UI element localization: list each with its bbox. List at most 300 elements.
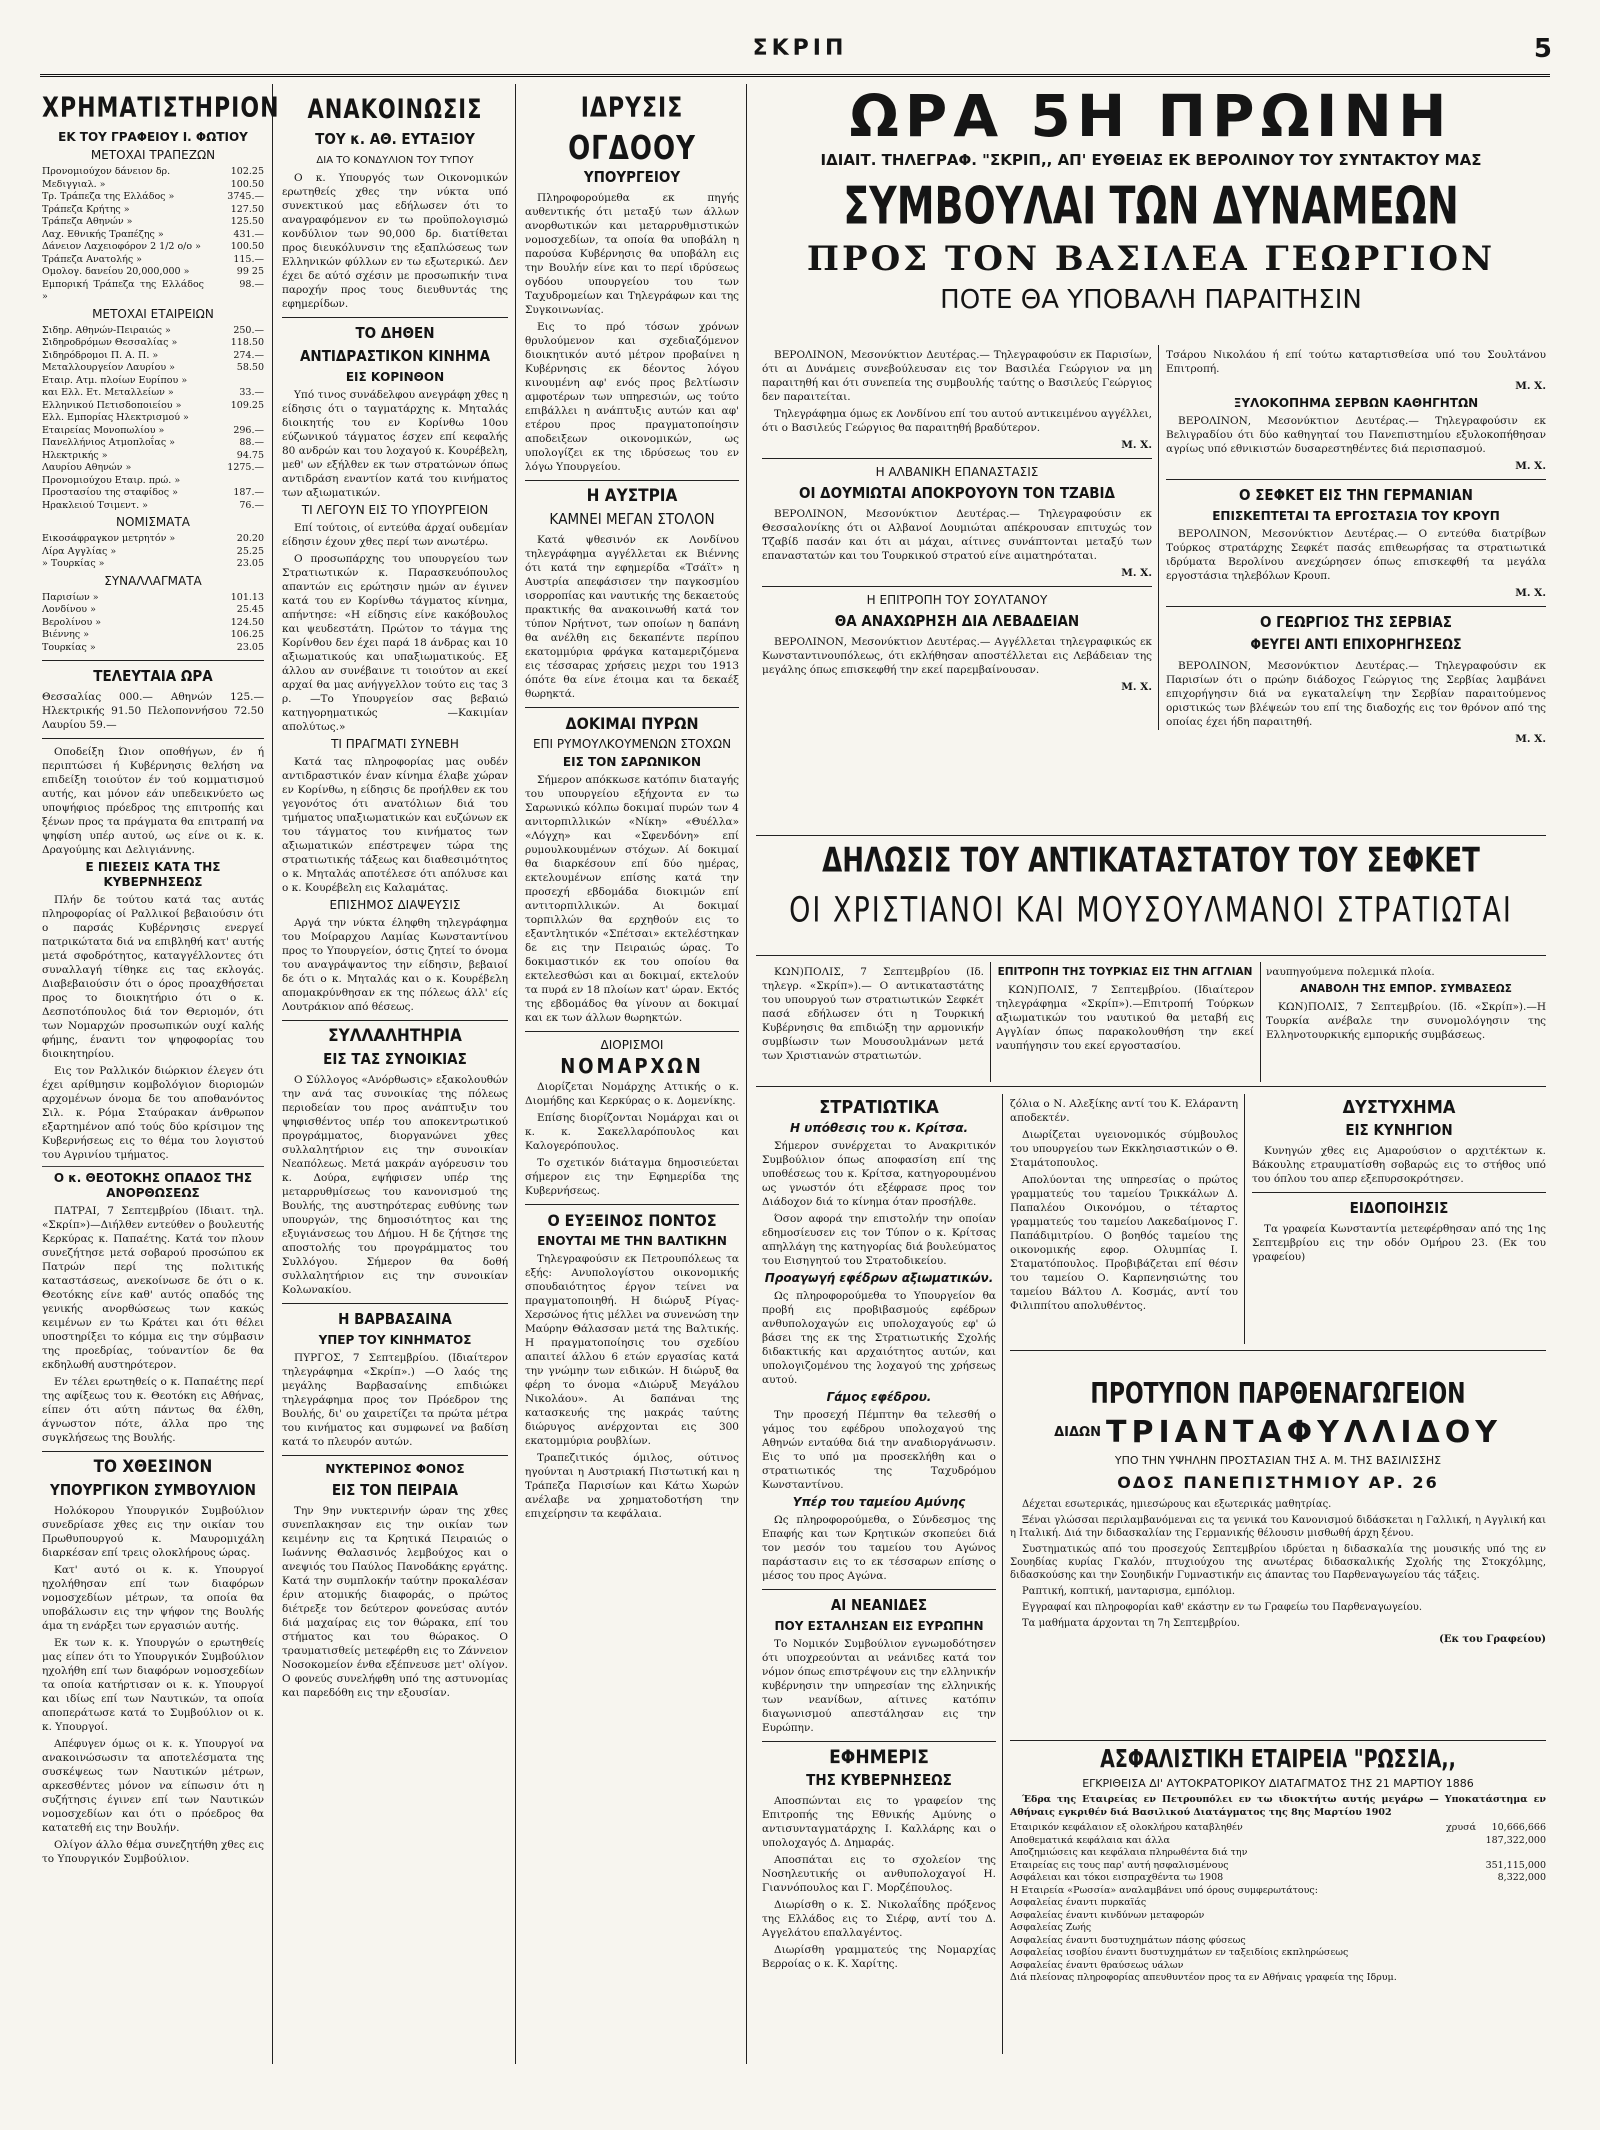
row-label: Λαυρίου Αθηνών » [42,462,132,473]
row-label: Τράπεζα Κρήτης » [42,203,130,215]
table-row [42,617,264,630]
column-rule [272,84,273,2064]
table-row [1010,1885,1546,1898]
article-text: Αποσπώνται εις το γραφείον της Επιτροπής της Εθνικής Αμύνης ο αντισυνταγματάρχης Ι. Καλλάρης και ο υπολοχαγός Δ. Δημαράς. [762,1795,996,1849]
article-text: Κατ' αυτό οι κ. κ. Υπουργοί ηχολήθησαν επί των διαφόρων νομοσχεδίων μέτρων, τα οποία θα υποβάλωσιν εις την ψήφον της Βουλής άμα τη ενάρξει των εργασιών αυτής. [42,1564,264,1632]
insurance-ad-title: ΑΣΦΑΛΙΣΤΙΚΗ ΕΤΑΙΡΕΙΑ "ΡΩΣΣΙΑ,, [1100,1744,1456,1774]
row-value: 98.— [239,278,264,290]
article-text: Σήμερον συνέρχεται το Ανακριτικόν Συμβούλιον όπως αποφασίση επί της υποθέσεως του κ. Κρίτσα, κατηγορουμένου ως γνωστόν ότι εξέφρασε προς τον Διάδοχον διά το κίνημα όταν προσήλθε. [762,1140,996,1208]
ad-text: Ραπτική, κοπτική, μανταρισμα, εμπόλιομ. [1022,1586,1236,1597]
row-label: Πανελλήνιος Ατμοπλοΐας » [42,437,175,448]
article-text: Κυνηγών χθες εις Αμαρούσιον ο αρχιτέκτων κ. Βάκουλης ετραυματίσθη σοβαρώς εις το στήθος υπό του όπλου του απερ εξεπυρσοκρότησεν. [1252,1145,1546,1185]
masthead [0,24,1600,74]
row-value: 100.50 [230,178,264,190]
article-text: Πλήν δε τούτου κατά τας αυτάς πληροφορίας οί Ραλλικοί βεβαιούσιν ότι ο παρσάς Κυβέρνησις ενεργεί πατρικώτατα διά να επιβληθή κατ' αυτής μετά σφοδρότητος, καταγγέλλοντες ότι συναλλαγή τίθηκε εις τας εκλογάς. Διαβεβαιούσιν ότι ο όρος προαχθήσεται προς το διοικητήριο ότι ο κ. Δεσποτόπουλος διά τον Θεριομόν, ότι των Νομαρχών προσωπικών ουχί καλής φήμης, έναντι τον ψηφοφορίας του διοικητηρίου. [42,894,264,1060]
row-value: 101.13 [230,591,264,603]
article-subheading: ΔΙΟΡΙΣΜΟΙ [600,1038,664,1052]
row-value [1486,1885,1546,1898]
article-text: Την προσεχή Πέμπτην θα τελεσθή ο γάμος του εφέδρου υπολοχαγού της Αθηνών ενταύθα διά την αναδιοργάνωσιν. Εις το υπό μα προσεκλήθη και ο στρατιωτικός της Ταχυδρόμου Κωνσταντίνου. [762,1409,996,1491]
announcement-subtitle: ΤΟΥ κ. ΑΘ. ΕΥΤΑΞΙΟΥ [315,130,475,148]
article-text: Απέφυγεν όμως οι κ. κ. Υπουργοί να ανακοινώσωσιν τα αποτελέσματα της συσκέψεως των Ναυτικών μέτρων, αρκεσθέντες μόνον να είπωσιν ότι η συζήτησις έγινεν επί των Ναυτικών νομοσχεδίων και ότι ο πρόεδρος θα κατατεθή εις την Βουλήν. [42,1738,264,1834]
table-row [1010,1947,1546,1960]
declaration-subheadline: ΟΙ ΧΡΙΣΤΙΑΝΟΙ ΚΑΙ ΜΟΥΣΟΥΛΜΑΝΟΙ ΣΤΡΑΤΙΩΤΑΙ [789,890,1513,931]
article-subheading: ΕΙΣ ΤΟΝ ΣΑΡΩΝΙΚΟΝ [562,755,702,769]
article-text: ΠΥΡΓΟΣ, 7 Σεπτεμβρίου. (Ιδιαίτερον τηλεγράφημα «Σκρίπ».) —Ο λαός της μεγάλης Βαρβασαίνης επιδιώκει τηλεγράφημα προς τον Πρόεδρον της Βουλής, δι' ου χαιρετίζει τα πρώτα μέτρα του κινήματος και συμφωνεί να βαδίση κατά το πλευρόν αυτών. [282,1352,508,1448]
row-value: 10,666,666 [1491,1822,1546,1833]
article-text: ΚΩΝ)ΠΟΛΙΣ, 7 Σεπτεμβρίου (Ιδ. τηλεγρ. «Σκρίπ»).— Ο αντικαταστάτης του υπουργού των στρατιωτικών Σεφκέτ πασά εδήλωσεν ότι η Τουρκική Κυβέρνησις θα επιδιώξη την αρμονικήν συμβίωσιν των Μουσουλμάνων μετά των Χριστιανών στρατιωτών. [762,966,984,1062]
row-value: 1275.— [227,462,264,473]
announcement-title: ΑΝΑΚΟΙΝΩΣΙΣ [307,94,483,124]
column-rule [1260,962,1261,1082]
article-text: Διωρίσθη ο κ. Σ. Νικολαΐδης πρόξενος της Ελλάδος εις το Σιέρφ, αντί του Δ. Αγγελάτου επαλλαγέντος. [762,1899,996,1939]
article-text: Εις το πρό τόσων χρόνων θρυλούμενον και σχεδιαζόμενον διοικητικόν αυτό μέτρον προβαίνει η Κυβέρνησις εκ δέοντος λόγου κινουμένη αφ' ενός προς βελτίωσιν αμφοτέρων των υπηρεσιών, ως τούτο επιβάλλει η ανάπτυξις αυτών και αφ' ετέρου προς πραγματοποίησιν αποδειξεων οικονομικών, ως υπολογίζει εκ της ιδρύσεως του εν λόγω Υπουργείου. [525,321,739,473]
main-news-block [756,84,1546,316]
article-text: Ο Σύλλογος «Ανόρθωσις» εξακολουθών την ανά τας συνοικίας της πόλεως περιοδείαν του προς ανάπτυξιν του ψηφισθέντος υπέρ του αποκεντρωτικού προγράμματος, διοργανώνει χθες συλλαλητήριον εις την συνοικίαν Νεαπόλεως. Μετά μακράν αγόρευσιν του κ. Δούρα, εψήφισεν υπέρ της μεταρρυθμίσεως του κανονισμού της Βουλής, της αυστηρότερας ευθύνης των υπουργών, της δημοσιότητος και της εξυγιάνσεως του Δήμου. Η δε ζήτησε της αποστολής του προγράμματος του Συλλόγου. Σήμερον θα δοθή συλλαλητήριον εις την συνοικίαν Κολωνακίου. [282,1074,508,1296]
article-text: Πληροφορούμεθα εκ πηγής αυθεντικής ότι μεταξύ των άλλων ανορθωτικών και μεταρρυθμιστικών νομοσχεδίων, τα οποία θα υποβάλη η παρούσα Κυβέρνησις θα υποβάλη εις την Βουλήν είνε και το περί ιδρύσεως ογδόου υπουργείου του των Ταχυδρομείων και Τηλεγράφων και της Συγκοινωνίας. [525,192,739,316]
column-rule [515,84,516,2064]
row-label: Παρισίων » [42,591,99,603]
article-text: Εν τέλει ερωτηθείς ο κ. Παπαέτης περί της αφίξεως του κ. Θεοτόκη εις Αθήνας, είπεν ότι αύτη πάντως θα έλθη, άγνωστον πότε, άλλα προ της συγκλήσεως της Βουλής. [42,1376,264,1444]
column-accident [1252,1094,1546,1267]
table-row [42,179,264,192]
row-value [1486,1960,1546,1973]
school-ad-title: ΠΡΟΤΥΠΟΝ ΠΑΡΘΕΝΑΓΩΓΕΙΟΝ [1090,1378,1466,1411]
table-row [42,500,264,513]
table-row [1010,1910,1546,1923]
row-value [1446,1872,1486,1885]
stock-exchange-subtitle: ΕΚ ΤΟΥ ΓΡΑΦΕΙΟΥ Ι. ΦΩΤΙΟΥ [58,130,248,144]
article-text: ναυπηγούμενα πολεμικά πλοία. [1266,966,1435,978]
table-row [1010,1935,1546,1948]
table-row [42,166,264,179]
row-label: Προστασίου της σταφίδος » [42,487,178,498]
table-row [1010,1872,1546,1885]
row-label: Εταιρείας Μονοπωλίου » [42,424,165,436]
column-telegrams [1166,345,1546,746]
row-value: 20.20 [236,533,264,544]
article-text: ΒΕΡΟΛΙΝΟΝ, Μεσονύκτιον Δευτέρας.— Τηλεγραφούσιν εκ Θεσσαλονίκης ότι οι Αλβανοί Δουμιώται απέκρουσαν επιτυχώς τον Τζαβίδ πασάν και ότι αι μάχαι, αίτινες συνάπτονται μεταξύ των επαναστατών και του Τουρκικού στρατού είνε αιματηρόταται. [762,508,1152,562]
table-row [42,362,264,375]
military-title: ΣΤΡΑΤΙΩΤΙΚΑ [819,1097,939,1118]
row-value [1486,1910,1546,1923]
banks-table [42,166,264,304]
currency-table [42,533,264,571]
article-heading: Ο ΕΥΞΕΙΝΟΣ ΠΟΝΤΟΣ [547,1211,717,1230]
article-text: Επί τούτοις, οί εντεύθα άρχαί ουδεμίαν είδησιν έχουν χθες περί των ανωτέρω. [282,522,508,548]
article-heading: Ο ΣΕΦΚΕΤ ΕΙΣ ΤΗΝ ΓΕΡΜΑΝΙΑΝ [1239,486,1473,504]
table-row [42,592,264,605]
school-ad-body [1010,1498,1546,1646]
row-label: Δάνειον Λαχειοφόρον 2 1/2 ο/ο » [42,241,201,252]
row-label: Τρ. Τράπεζα της Ελλάδος » [42,191,175,202]
article-text: Όσον αφορά την επιστολήν την οποίαν εδημοσίευσεν εις τον Τύπον ο κ. Κρίτσας απηλλάγη της κατηγορίας διά βουλεύματος του Εισηγητού του Στρατοδικείου. [762,1213,996,1267]
row-label: Ασφαλείας έναντι πυρκαϊάς [1010,1897,1147,1908]
council-title: ΤΟ ΧΘΕΣΙΝΟΝ [93,1457,213,1477]
article-text: Την 9ην νυκτερινήν ώραν της χθες συνεπλακησαν εις την οικίαν των κειμένην εις τα Κρητικά Πειραιώς ο Ιωάννης Θαλασινός λεμβούχος και ο ανεψιός του Παύλος Πανοδάκης εργάτης. Κατά την συμπλοκήν ταύτην προκαλέσαν έριν ατομικής διαφοράς, ο πρώτος διέτρεξε τον δεύτερον φονεύσας αυτόν διά μαχαίρας εις τον θώρακα, επί του στήματος και του θώρακος. Ο τραυματισθείς μετεφέρθη εις το Ζάννειον Νοσοκομείον ένθα εξέπνευσε μετ' ολίγον. Ο φονεύς συνελήφθη υπό της αστυνομίας και παρεδόθη εις την εξουσίαν. [282,1505,508,1699]
column-rule [1158,345,1159,730]
school-ad-address: ΟΔΟΣ ΠΑΝΕΠΙΣΤΗΜΙΟΥ ΑΡ. 26 [1117,1473,1439,1492]
row-label: Σιδηρ. Αθηνών-Πειραιώς » [42,324,171,336]
table-row [1010,1860,1546,1873]
table-row [42,350,264,363]
row-value [204,475,264,488]
ad-text: Ξέναι γλώσσαι περιλαμβανόμεναι εις τα γενικά του Κανονισμού διδάσκεται η Γαλλική, η Αγγλική και η Ιταλική. Διά την διδασκαλίαν της Γερμανικής θέλουσιν μισθωθή άρχη ξένου. [1010,1515,1546,1539]
gazette-title: ΕΦΗΜΕΡΙΣ [829,1746,929,1768]
last-hour-text: Θεσσαλίας 000.— Αθηνών 125.— Ηλεκτρικής 91.50 Πελοποννήσου 72.50 Λαυρίου 59.— [42,691,264,731]
article-subheading: ΕΝΟΥΤΑΙ ΜΕ ΤΗΝ ΒΑΛΤΙΚΗΝ [537,1234,727,1248]
article-text: Κατά ψθεσινόν εκ Λονδίνου τηλεγράφημα αγγέλλεται εκ Βιέννης ότι κατά την εφημερίδα «Τσάϊτ» η Αυστρία απεφάσισεν την παγκοσμίου ισορροπίας και ναυτικής της δεκαετούς πρακτικής θα ανακοινωθή κατά τον τύπον Νρήτνοτ, των οποίων η δαπάνη θα ανέλθη εις δεκαπέντε περίπου εκατομμύρια φράγκα καταμεριζόμενα εις τέσσαρας χρήσεις μεχρι του 1913 όπότε θα είνε έτοιμα και τα δεκαέξ θωρηκτά. [525,534,739,700]
table-row [42,450,264,463]
insurance-ad-body [1010,1794,1546,1985]
article-subheading: Προαγωγή εφέδρων αξιωματικών. [764,1271,994,1285]
row-label: και Ελλ. Ετ. Μεταλλείων » [42,387,174,398]
top-rule [40,74,1550,77]
row-label: Σιδηρόδρομοι Π. Α. Π. » [42,349,159,361]
article-subheading: ΕΠΙΤΡΟΠΗ ΤΗΣ ΤΟΥΡΚΙΑΣ ΕΙΣ ΤΗΝ ΑΓΓΛΙΑΝ [997,966,1253,978]
maidens-title: ΑΙ ΝΕΑΝΙΔΕΣ [830,1596,928,1614]
ad-text: Τα μαθήματα άρχονται τη 7η Σεπτεμβρίου. [1022,1618,1240,1629]
gazette-subtitle: ΤΗΣ ΚΥΒΕΡΝΗΣΕΩΣ [806,1771,952,1789]
row-label: Τουρκίας » [42,641,96,653]
last-hour-title: ΤΕΛΕΥΤΑΙΑ ΩΡΑ [93,667,213,685]
article-subheading: ΥΠΕΡ ΤΟΥ ΚΙΝΗΜΑΤΟΣ [318,1333,472,1347]
article-subheading: ΤΙ ΠΡΑΓΜΑΤΙ ΣΥΝΕΒΗ [331,737,459,751]
row-value: 102.25 [230,166,264,177]
table-row [42,241,264,254]
row-label: » Τουρκίας » [42,558,105,569]
row-value: 127.50 [230,203,264,215]
row-value: 106.25 [230,629,264,640]
ad-text: Εγγραφαί και πληροφορίαι καθ' εκάστην εν τω Γραφείω του Παρθεναγωγείου. [1022,1602,1423,1613]
column-military [762,1094,996,1974]
row-value [1446,1935,1486,1948]
article-text: Το Νομικόν Συμβούλιον εγνωμοδότησεν ότι υποχρεούνται αι νεάνιδες κατά τον νόμον όπως επιστρέψουν εις την ελληνικήν κυβέρνησιν την υπηρεσίαν της ελληνικής των νεανίδων, αίτινες κατόπιν διαγωνισμού απεστάλησαν εις την Ευρώπην. [762,1638,996,1734]
table-row [42,375,264,388]
row-value [204,412,264,425]
article-subheading: Ο κ. ΘΕΟΤΟΚΗΣ ΟΠΑΔΟΣ ΤΗΣ ΑΝΟΡΘΩΣΕΩΣ [53,1171,253,1200]
table-row [42,325,264,338]
maidens-subtitle: ΠΟΥ ΕΣΤΑΛΗΣΑΝ ΕΙΣ ΕΥΡΩΠΗΝ [774,1619,984,1633]
declaration-rule [756,955,1546,956]
article-subheading: ΤΙ ΛΕΓΟΥΝ ΕΙΣ ΤΟ ΥΠΟΥΡΓΕΙΟΝ [301,503,489,517]
article-heading: Η ΒΑΡΒΑΣΑΙΝΑ [338,1310,452,1328]
table-row [42,437,264,450]
row-value [1486,1847,1546,1860]
column-appointments [1010,1094,1238,1316]
article-text: Ολίγον άλλο θέμα συνεζητήθη χθες εις το Υπουργικόν Συμβούλιον. [42,1839,264,1865]
article-text: Αργά την νύκτα έληφθη τηλεγράφημα του Μοίραρχου Λαμίας Κωνσταντίνου προς το Υπουργείον, όστις ζητεί το όνομα του αναγράψαντος την είδησιν, βεβαιοί δε ότι ο κ. Μηταλάς και ο κ. Κουρέβελη απομακρύνθησαν εκ της πόλεως άλλ' είς Λουτράκιον από θέσεως. [282,917,508,1013]
row-value: 115.— [233,253,264,265]
exchange-section-title: ΣΥΝΑΛΛΑΓΜΑΤΑ [104,573,202,588]
row-label: Ασφαλείας έναντι κινδύνων μεταφορών [1010,1909,1205,1921]
row-label: Ελλ. Εμπορίας Ηλεκτρισμού » [42,412,189,423]
row-value: 124.50 [230,616,264,628]
article-signature: Μ. Χ. [1121,567,1152,579]
article-heading: ΟΙ ΔΟΥΜΙΩΤΑΙ ΑΠΟΚΡΟΥΟΥΝ ΤΟΝ ΤΖΑΒΙΔ [798,484,1116,502]
school-advertisement [1010,1350,1546,1646]
row-value [1446,1922,1486,1935]
article-text: Ο κ. Υπουργός των Οικονομικών ερωτηθείς χθες την νύκτα υπό συνεκτικού μας εδήλωσεν ότι το αναγραφόμενον εν τω προϋπολογισμώ κονδύλιον των 90,000 δρ. διατίθεται προς διευκόλυνσιν της εξαπλώσεως των Ελληνικών φύλλων εν τω εξωτερικώ. Δεν έχει δε αύτό σχέσιν με προσωπικήν τινα παροχήν προς τους διευθυντάς της εφημερίδων. [282,172,508,310]
article-text: Διωρίσθη γραμματεύς της Νομαρχίας Βερροίας ο κ. Κ. Χαρίτης. [762,1944,996,1970]
row-value: χρυσά [1446,1822,1477,1833]
table-row [1010,1835,1546,1848]
ad-text: Δέχεται εσωτερικάς, ημιεσώρους και εξωτερικάς μαθητρίας. [1022,1499,1332,1510]
banner-subline: ΙΔΙΑΙΤ. ΤΗΛΕΓΡΑΦ. "ΣΚΡΙΠ,, ΑΠ' ΕΥΘΕΙΑΣ ΕΚ ΒΕΡΟΛΙΝΟΥ ΤΟΥ ΣΥΝΤΑΚΤΟΥ ΜΑΣ [820,151,1482,169]
row-value [1446,1847,1486,1860]
article-text: Τραπεζιτικός όμιλος, ούτινος ηγούνται η Αυστριακή Πιστωτική και η Τράπεζα Παρισίων και Κάτω Χωρών ανέλαβε να χρηματοδοτήση την επιχείρησιν τα κεφάλαια. [525,1452,739,1520]
article-text: ΒΕΡΟΛΙΝΟΝ, Μεσονύκτιον Δευτέρας.— Αγγέλλεται τηλεγραφικώς εκ Κωνσταντινουπόλεως, ότι εκλήθησαν αποστέλλεται εις Λεβάδειαν της μεγάλης όπως επισκεφθή την εκεί παρεμβαίνουσαν. [762,636,1152,676]
row-value [1486,1947,1546,1960]
column-rule [1244,1094,1245,1344]
row-value: 99 25 [236,266,264,277]
table-row [1010,1922,1546,1935]
column-stock-exchange [42,84,280,1869]
row-value: 23.05 [236,558,264,569]
insurance-advertisement [1010,1740,1546,1985]
row-value: 94.75 [236,449,264,461]
banks-section-title: ΜΕΤΟΧΑΙ ΤΡΑΠΕΖΩΝ [90,148,216,162]
table-row [42,337,264,350]
table-row [42,642,264,655]
article-subheading: Γάμος εφέδρου. [826,1390,932,1404]
table-row [42,400,264,413]
row-label: Εταιρείας εις τους παρ' αυτή ησφαλισμένους [1010,1859,1229,1871]
row-label: Αποθεματικά κεφάλαια και άλλα [1010,1834,1170,1846]
row-label: Η Εταιρεία «Ρωσσία» αναλαμβάνει υπό όρους συμφερωτάτους: [1010,1884,1318,1896]
article-text: ΒΕΡΟΛΙΝΟΝ, Μεσονύκτιον Δευτέρας.— Ο εντεύθα διατρίβων Τούρκος στρατάρχης Σεφκέτ πασάς επιθεωρήσας τα στρατιωτικά ιδρύματα Βερολίνου ανεχώρησεν όπως επισκεφθή τα μεγάλα εργοστάσια τηλεβόλων Κρουπ. [1166,528,1546,582]
article-subheading: ΕΠΙΣΚΕΠΤΕΤΑΙ ΤΑ ΕΡΓΟΣΤΑΣΙΑ ΤΟΥ ΚΡΟΥΠ [1212,509,1500,523]
row-label: Λαχ. Εθνικής Τραπέζης » [42,228,164,240]
row-value [1446,1885,1486,1898]
article-text: Τσάρου Νικολάου ή επί τούτω καταρτισθείσα υπό του Σουλτάνου Επιτροπή. [1166,349,1546,375]
article-text: Ως πληροφορούμεθα, ο Σύνδεσμος της Επαφής και των Κρητικών σκοπεύει διά τον μεσόν του ταμείου του Αγώνος παράστασιν εις το εκ τέσσαρων επίσης ο μέσος του προς Αγώνα. [762,1514,996,1582]
table-row [42,604,264,617]
column-rule [746,84,747,2064]
article-subheading: ΝΥΚΤΕΡΙΝΟΣ ΦΟΝΟΣ [325,1462,465,1476]
row-value: 88.— [239,437,264,448]
article-text: Επίσης διορίζονται Νομάρχαι και οι κ. κ. Σακελλαρόπουλος και Καλογερόπουλος. [525,1112,739,1152]
article-heading: ΦΕΥΓΕΙ ΑΝΤΙ ΕΠΙΧΟΡΗΓΗΣΕΩΣ [1250,637,1462,653]
row-value: 125.50 [230,216,264,227]
row-value [1446,1947,1486,1960]
article-text: ΠΑΤΡΑΙ, 7 Σεπτεμβρίου (Ιδιαιτ. τηλ. «Σκρίπ»)—Διήλθεν εντεύθεν ο βουλευτής Κερκύρας κ. Παπαέτης. Κατά τον πλουν συνεζήτησε μετά σοβαρού προσώπου εκ Πατρών περί της πολιτικής καταστάσεως, ανεκοίνωσε δε ότι ο κ. Θεοτόκης είνε καθ' αυτός οπαδός της γενικής ανορθώσεως των κακώς κειμένων εν τω Κράτει και ότι θέλει υποστηρίξει το κόμμα εις την σύμβασιν της προεδρίας, τούναντίον δε θα εκδηλωθή αυστηρότερον. [42,1205,264,1371]
school-ad-patronage: ΥΠΟ ΤΗΝ ΥΨΗΛΗΝ ΠΡΟΣΤΑΣΙΑΝ ΤΗΣ Α. Μ. ΤΗΣ ΒΑΣΙΛΙΣΣΗΣ [1114,1454,1442,1467]
row-label: Ηρακλειού Τσιμεντ. » [42,499,148,511]
row-value: 187.— [233,487,264,498]
article-text: Τα γραφεία Κωνσταντία μετεφέρθησαν από της 1ης Σεπτεμβρίου εις την οδόν Ομήρου 23. (Εκ του γραφείου) [1252,1223,1546,1263]
article-text: Εις τον Ραλλικόν διώρκιον έλεγεν ότι έχει αρίθμησιν κομβολόγιον διοριομών αρχομένων όνομα δε του αποθανόντος Σιλ. κ. Ρόμα Σταύρακαν άνθρωπον εξαρτημένον από τούς δύο κρίσιμον της Κυβερνήσεως εις το θέμα του λογιστού του Αγρινίου τμήματος. [42,1065,264,1161]
row-label: Ασφαλείας έναντι δυστυχημάτων πάσης φύσεως [1010,1934,1246,1946]
article-heading: Ο ΓΕΩΡΓΙΟΣ ΤΗΣ ΣΕΡΒΙΑΣ [1259,613,1453,631]
column-lead-story [762,345,1152,694]
lead-subheadline: ΠΡΟΣ ΤΟΝ ΒΑΣΙΛΕΑ ΓΕΩΡΓΙΟΝ [806,239,1496,279]
table-row [42,216,264,229]
row-label: Προνομιούχον δάνειον δρ. [42,166,171,177]
row-label: Προνομιούχου Εταιρ. πρώ. » [42,474,181,486]
row-value [1486,1897,1546,1910]
row-label: Τράπεζα Ανατολής » [42,253,142,265]
row-value: 33.— [239,387,264,398]
article-heading: ΔΟΚΙΜΑΙ ΠΥΡΩΝ [565,714,699,733]
school-ad-prefix: ΔΙΔΩΝ [1054,1425,1101,1440]
row-label: Αποζημιώσεις και κεφάλαια πληρωθέντα διά την [1010,1847,1248,1858]
insurance-ad-subtitle: ΕΓΚΡΙΘΕΙΣΑ ΔΙ' ΑΥΤΟΚΡΑΤΟΡΙΚΟΥ ΔΙΑΤΑΓΜΑΤΟΣ ΤΗΣ 21 ΜΑΡΤΙΟΥ 1886 [1082,1777,1474,1790]
column-declaration-3 [1266,962,1546,1045]
row-value: 351,115,000 [1485,1859,1546,1871]
row-label: Μεταλλουργείον Λαυρίου » [42,362,175,373]
ad-signature: (Εκ του Γραφείου) [1439,1634,1546,1645]
article-text: Εκ των κ. κ. Υπουργών ο ερωτηθείς μας είπεν ότι το Υπουργικόν Συμβούλιον ηχολήθη επί των διαφόρων νομοσχεδίων τα οποία κατήρτισαν οι κ. κ. Υπουργοί και ιδίως επί των Ναυτικών, τα οποία αποπεράτωσε κατά το Συμβούλιον οι κ. κ. Υπουργοί. [42,1637,264,1733]
row-value: 3745.— [227,191,264,202]
table-row [42,412,264,425]
row-value: 250.— [233,324,264,336]
school-ad-name-line [1010,1415,1546,1450]
table-row [42,279,264,304]
table-row [42,204,264,217]
column-announcements [282,84,508,1703]
article-text: Διωρίζεται υγειονομικός σύμβουλος του υπουργείου των Εκκλησιαστικών ο Θ. Σταμάτοπουλος. [1010,1129,1238,1169]
row-label: Ασφαλείας Ζωής [1010,1922,1092,1933]
article-text: Τηλεγράφημα όμως εκ Λονδίνου επί του αυτού αντικειμένου αγγέλλει, ότι ο Βασιλεύς Γεώργιος θα παραιτηθή βραδύτερον. [762,408,1152,434]
article-text: Σήμερον απόκκωσε κατόπιν διαταγής του υπουργείου εξήχοντα εν τω Σαρωνικώ κόλπω δοκιμαί πυρών των 4 ανιτορπιλλικών «Νίκη» «Θυέλλα» «Λόγχη» και «Σφενδόνη» επί ρυμουλκουμένων στόχων. Αί δοκιμαί θα διαρκέσουν επί δύο ημέρας, εκτελουμένων επίσης κατά την προσεχή εβδομάδα διοκιμών επί αντιτορπιλλικών. Αι δοκιμαί τορπιλλών θα ερχηθούν εις το εξαντλητικόν «Σπέτσαι» εκτελέστηκαν δε εις την Πειραιώς ώρας. Το δοκιμαστικόν εκ του οποίου θα εκτελεσθώσι και αι δοκιμαί, εκτελούν τα πυρά εν 18 πλοίων κατ' ώραν. Εκτός της εβδομάδος θα γίνουν αι δοκιμαί και εκ των άλλων θωρηκτών. [525,774,739,1024]
article-text: Αποσπάται εις το σχολείον της Νοσηλευτικής οι ανθυπολοχαγοί Η. Γιαννόπουλος και Γ. Μορζέπουλος. [762,1854,996,1894]
article-text: Το σχετικόν διάταγμα δημοσιεύεται σήμερον εις την Εφημερίδα της Κυβερνήσεως. [525,1157,739,1197]
row-value: 274.— [233,349,264,361]
section-rule [756,1086,1546,1087]
article-heading: ΑΝΤΙΔΡΑΣΤΙΚΟΝ ΚΙΝΗΜΑ [299,347,491,365]
stock-exchange-title: ΧΡΗΜΑΤΙΣΤΗΡΙΟΝ [42,92,280,124]
article-text: Ο προσωπάρχης του υπουργείου των Στρατιωτικών κ. Παρασκευόπουλος απαντών εις ερώτησιν ημών αν έγινεν κατά του εν Κορίνθω τάγματος κίνημα, απήντησε: «Η είδησις είνε κακόβουλος και ψευδεστάτη. Πρώτον το τάγμα της Κορίνθου δεν έχει παρά 18 άνδρας και 10 αξιωματικούς και υπαξιωματικούς. Εξ άλλου αν συνέβαινε τι τοιούτον αι εκεί αρχαί θα μας ανήγγελλον τούτο εις τας 3 ρ. —Το Υπουργείον σας βεβαιώ κατηγορηματικώς —Κακιμίαν απολύτως.» [282,553,508,733]
article-text: Ηολόκορου Υπουργικόν Συμβούλιον συνεδρίασε χθες εις την οικίαν του Πρωθυπουργού κ. Μαυρομιχάλη διαρκέσαν επί τρεις ολοκλήρους ώρας. [42,1505,264,1559]
companies-section-title: ΜΕΤΟΧΑΙ ΕΤΑΙΡΕΙΩΝ [92,306,214,321]
column-rule [990,962,991,1082]
row-value: 23.05 [236,641,264,653]
row-label: Βερολίνου » [42,616,102,628]
row-label: Μεδιγγιαλ. » [42,178,106,190]
article-text: Διορίζεται Νομάρχης Αττικής ο κ. Διομήδης και Κερκύρας ο κ. Δομενίκης. [525,1081,739,1107]
row-value [204,375,264,388]
article-signature: Μ. Χ. [1121,681,1152,693]
school-ad-name: ΤΡΙΑΝΤΑΦΥΛΛΙΔΟΥ [1106,1415,1502,1450]
article-text: ζόλια ο Ν. Αλεξίκης αντί του Κ. Ελάραντη αποδεκτέν. [1010,1098,1238,1124]
row-value [1446,1897,1486,1910]
row-value: 25.45 [236,604,264,615]
table-row [42,266,264,279]
article-heading: ΕΙΣ ΤΑΣ ΣΥΝΟΙΚΙΑΣ [323,1050,467,1068]
article-text: Υπό τινος συνάδελφου ανεγράφη χθες η είδησις ότι ο ταγματάρχης κ. Μηταλάς διοικητής του εν Κορίνθω 10ου εύζωνικού τάγματος έσχεν επί κεφαλής 80 ανδρών και του λοχαγού κ. Κουρέβελη, μεθ' ων εξήλθεν εκ των στρατώνων όπως αντιδράση εναντίον κατά του κινήματος των αξιωματικών. [282,389,508,499]
declaration-headline: ΔΗΛΩΣΙΣ ΤΟΥ ΑΝΤΙΚΑΤΑΣΤΑΤΟΥ ΤΟΥ ΣΕΦΚΕΤ [822,841,1480,881]
row-value: 100.50 [230,241,264,252]
table-row [1010,1897,1546,1910]
article-subheading: Υπέρ του ταμείου Αμύνης [792,1495,966,1509]
article-text: Ως πληροφορούμεθα το Υπουργείον θα προβή εις προβιβασμούς εφέδρων ανθυπολοχαγών εις υπολοχαγούς εφ' ώ βάσει της εκ της Στρατιωτικής Σχολής διδακτικής και αρχαιότητος αυτών, και υπολογιζομένου της λοχαγού της χρήσεως αυτού. [762,1290,996,1386]
row-label: Ομολογ. δανείου 20,000,000 » [42,266,190,277]
row-value: 8,322,000 [1497,1872,1546,1883]
row-value [1446,1972,1486,1985]
ministry-title3: ΥΠΟΥΡΓΕΙΟΥ [583,168,681,186]
row-value: 58.50 [236,362,264,373]
table-row [42,191,264,204]
article-subheading: Η υπόθεσις του κ. Κρίτσα. [789,1121,969,1135]
row-value: 296.— [233,424,264,436]
article-heading: ΣΥΛΛΑΛΗΤΗΡΙΑ [328,1026,462,1046]
row-value: 431.— [233,228,264,240]
ad-text: Έδρα της Εταιρείας εν Πετρουπόλει εν τω ιδιοκτήτω αυτής μεγάρω — Υποκατάστημα εν Αθήναις εγκριθέν διά Βασιλικού Διατάγματος της 8ης Μαρτίου 1902 [1010,1794,1546,1818]
article-text: ΚΩΝ)ΠΟΛΙΣ, 7 Σεπτεμβρίου. (Ιδιαίτερον τηλεγράφημα «Σκρίπ»).—Επιτροπή Τούρκων αξιωματικών του ναυτικού θα μεταβή εις Αγγλίαν όπως παρακολουθήση την εκεί ναυπήγησιν του εκεί εργοστασίου. [996,984,1254,1052]
newspaper-title: ΣΚΡΙΠ [752,36,848,61]
column-declaration-2 [996,962,1254,1056]
row-label: Βιέννης » [42,629,90,640]
table-row [42,475,264,488]
row-label: Διά πλείονας πληροφορίας απευθυντέον προς τα εν Αθήναις γραφεία της Ιδρυμ. [1010,1972,1397,1983]
row-value: 76.— [239,499,264,511]
ad-text: Συστηματικώς από του προσεχούς Σεπτεμβρίου ιδρύεται η διδασκαλία της μουσικής υπό της εν Σουηδίας κυρίας Γκαλόν, πτυχιούχου της ανωτέρας διδασκαλικής Σχολής της Στοκχόλμης, διδασκούσης και την Σουηδικήν Γυμναστικήν εις άπαντας του Παρθεναγωγείου τάς τάξεις. [1010,1544,1546,1581]
lead-deck: ΠΟΤΕ ΘΑ ΥΠΟΒΑΛΗ ΠΑΡΑΙΤΗΣΙΝ [940,285,1362,315]
article-signature: Μ. Χ. [1515,460,1546,472]
article-subheading: ΕΙΣ ΚΟΡΙΝΘΟΝ [345,370,445,384]
column-declaration-1 [762,962,984,1066]
row-value [1446,1960,1486,1973]
row-label: Ασφαλείας ισοβίου έναντι δυστυχημάτων εν ταξειδίοις εκπληρώσεως [1010,1947,1349,1958]
table-row [1010,1822,1546,1835]
article-heading: Η ΑΥΣΤΡΙΑ [586,486,678,506]
article-signature: Μ. Χ. [1121,439,1152,451]
column-rule [1002,1094,1003,2054]
article-subheading: ΞΥΛΟΚΟΠΗΜΑ ΣΕΡΒΩΝ ΚΑΘΗΓΗΤΩΝ [1233,396,1479,410]
row-value: 25.25 [236,545,264,557]
row-label: Λίρα Αγγλίας » [42,545,117,557]
row-value [1446,1835,1486,1848]
row-label: Σιδηροδρόμων Θεσσαλίας » [42,337,178,348]
article-subheading: Ε ΠΙΕΣΕΙΣ ΚΑΤΑ ΤΗΣ ΚΥΒΕΡΝΗΣΕΩΣ [85,860,221,889]
row-label: Τράπεζα Αθηνών » [42,216,133,227]
article-subheading: ΕΠΙΣΗΜΟΣ ΔΙΑΨΕΥΣΙΣ [329,898,461,912]
article-text: Οποδείξη Ώιον οποθήγων, έν ή περιπτώσει ή Κυβέρνησις θελήση να επιδείξη τοιούτον έν τού κομματισμού αυτής, και μόνον εάν υπεδεικνύετο ως υποψήφιος πρόεδρος της επιτροπής και ξένων προς τα πράγματα θα επιτραπή να ψηφίση υπέρ αυτού, ως είνε οι κ. κ. Δραγούμης και Δελιγιάννης. [42,746,264,856]
council-subtitle: ΥΠΟΥΡΓΙΚΟΝ ΣΥΜΒΟΥΛΙΟΝ [50,1481,256,1499]
article-text: Τηλεγραφούσιν εκ Πετρουπόλεως τα εξής: Ανυπολογίστου οικονομικής σπουδαιότητος έργον τείνει να πραγματοποιηθή. Η διώρυξ Ρίγας-Χερσώνος ήτις μέλλει να συνενώση την Μαύρην Θάλασσαν μετά της Βαλτικής. Η πραγματοποίησις του σχεδίου απαιτεί άλλου 6 ετών εργασίας κατά την γνώμην των ειδικών. Η διώρυξ θα φέρη το όνομα «Διώρυξ Μεγάλου Νικολάου». Αι δαπάναι της κατασκευής της μακράς ταύτης διώρυγος ανέρχονται εις 300 εκατομμύρια ρουβλίων. [525,1253,739,1447]
table-row [42,387,264,400]
banner-headline: ΩΡΑ 5Η ΠΡΩΙΝΗ [849,82,1453,150]
table-row [42,229,264,242]
article-text: ΚΩΝ)ΠΟΛΙΣ, 7 Σεπτεμβρίου. (Ιδ. «Σκρίπ»).—Η Τουρκία ανέβαλε την συνομολόγησιν της Ελληνοτουρκικής εμπορικής συμβάσεως. [1266,1001,1546,1041]
ministry-title2: ΟΓΔΟΟΥ [568,130,696,168]
article-subheading: ΑΝΑΒΟΛΗ ΤΗΣ ΕΜΠΟΡ. ΣΥΜΒΑΣΕΩΣ [1300,983,1512,995]
article-heading: ΤΟ ΔΗΘΕΝ [355,324,435,342]
article-heading: ΕΙΣ ΤΟΝ ΠΕΙΡΑΙΑ [331,1481,459,1499]
article-text: ΒΕΡΟΛΙΝΟΝ, Μεσονύκτιον Δευτέρας.— Τηλεγραφούσιν εκ Παρισίων, ότι αι Δυνάμεις συνεβούλευσαν εις τον Βασιλέα Γεώργιον να μη παραιτηθή και ότι συνεπεία της συμβουλής ταύτης ο Βασιλεύς Γεώργιος δεν παραιτείται. [762,349,1152,403]
article-signature: Μ. Χ. [1515,380,1546,392]
page-number: 5 [1533,34,1552,64]
article-heading: ΘΑ ΑΝΑΧΩΡΗΣΗ ΔΙΑ ΛΕΒΑΔΕΙΑΝ [834,612,1080,630]
announcement-subtitle2: ΔΙΑ ΤΟ ΚΟΝΔΥΛΙΟΝ ΤΟΥ ΤΥΠΟΥ [316,155,474,166]
row-label: Λονδίνου » [42,604,96,615]
row-label: Εμπορική Τράπεζα της Ελλάδος » [42,278,204,302]
exchange-table [42,592,264,655]
row-value: 109.25 [230,399,264,411]
row-label: Ελληνικού Πετισδοποιείου » [42,399,182,411]
accident-title: ΔΥΣΤΥΧΗΜΑ [1342,1097,1456,1118]
table-row [42,425,264,438]
row-label: Ηλεκτρικής » [42,449,108,461]
table-row [42,462,264,475]
row-value [1446,1860,1486,1873]
table-row [1010,1960,1546,1973]
row-value: 118.50 [230,337,264,348]
article-subheading: ΕΠΙ ΡΥΜΟΥΛΚΟΥΜΕΝΩΝ ΣΤΟΧΩΝ [532,737,732,751]
notice-title: ΕΙΔΟΠΟΙΗΣΙΣ [1349,1199,1449,1217]
row-label: Εταιρικόν κεφάλαιον εξ ολοκλήρου καταβληθέν [1010,1822,1243,1833]
companies-table [42,325,264,513]
